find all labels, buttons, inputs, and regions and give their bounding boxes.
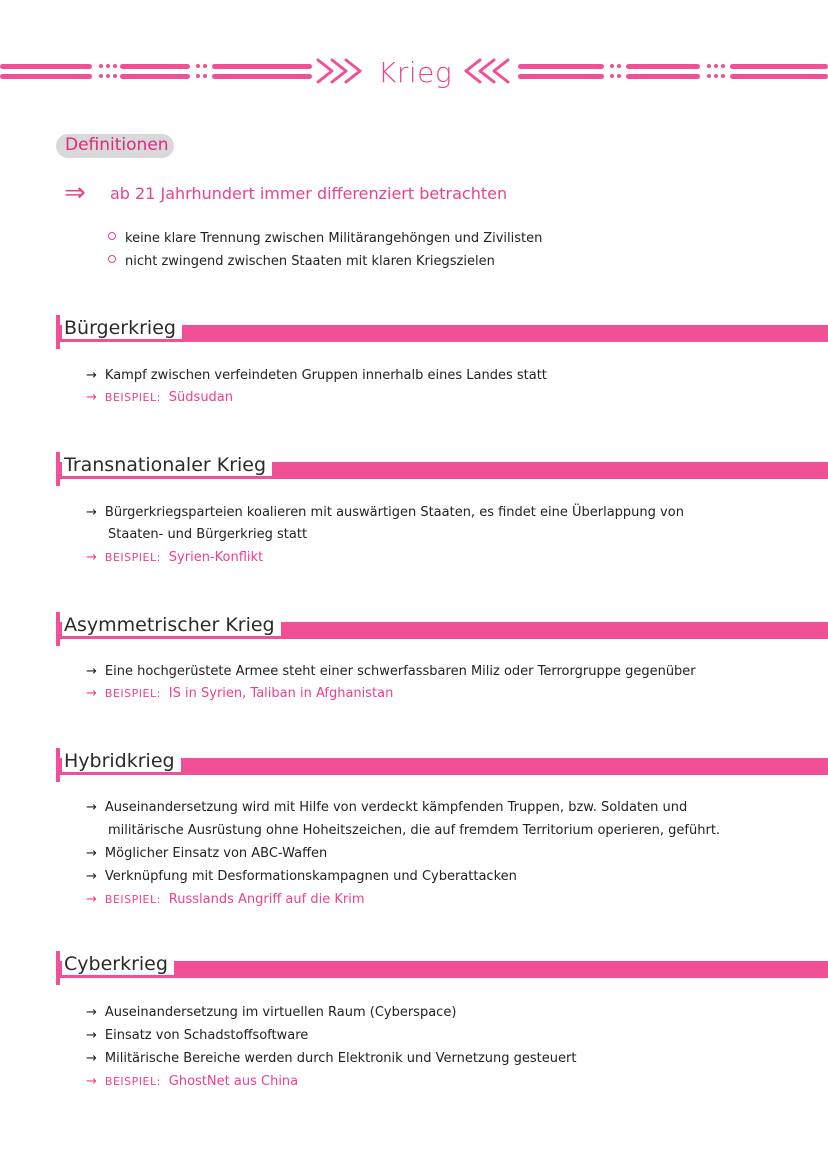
section-header-cyberkrieg <box>56 951 828 985</box>
definitions-label: Definitionen <box>65 135 169 155</box>
section-title: Transnationaler Krieg <box>62 454 272 476</box>
section-line: → Auseinandersetzung wird mit Hilfe von verdeckt kämpfenden Truppen, bzw. Soldaten und <box>86 800 688 815</box>
section-example: → BEISPIEL: Russlands Angriff auf die Krim <box>86 892 365 907</box>
arrow-right-icon: → <box>86 390 97 405</box>
arrow-right-icon: → <box>86 505 97 520</box>
section-example: → BEISPIEL: GhostNet aus China <box>86 1074 299 1089</box>
section-line: → Militärische Bereiche werden durch Elektronik und Vernetzung gesteuert <box>86 1051 577 1066</box>
definition-bullet: keine klare Trennung zwischen Militärangehöngen und Zivilisten <box>108 231 542 246</box>
definitions-intro: ab 21 Jahrhundert immer differenziert betrachten <box>110 184 508 203</box>
double-arrow-icon: ⇒ <box>64 178 86 208</box>
section-title: Bürgerkrieg <box>62 317 182 339</box>
section-example: → BEISPIEL: IS in Syrien, Taliban in Afghanistan <box>86 686 394 701</box>
section-example: → BEISPIEL: Syrien-Konflikt <box>86 550 264 565</box>
section-line: Staaten- und Bürgerkrieg statt <box>108 527 308 542</box>
arrow-right-icon: → <box>86 800 97 815</box>
section-header-asymmetrischer-krieg <box>56 612 828 646</box>
arrow-right-icon: → <box>86 1005 97 1020</box>
definitions-tag <box>56 134 174 158</box>
section-example: → BEISPIEL: Südsudan <box>86 390 234 405</box>
section-title: Asymmetrischer Krieg <box>62 614 281 636</box>
section-header-hybridkrieg <box>56 748 828 782</box>
arrow-right-icon: → <box>86 869 97 884</box>
definition-bullet: nicht zwingend zwischen Staaten mit klaren Kriegszielen <box>108 254 495 269</box>
section-line: → Möglicher Einsatz von ABC-Waffen <box>86 846 328 861</box>
section-line: → Eine hochgerüstete Armee steht einer schwerfassbaren Miliz oder Terrorgruppe gegenüber <box>86 664 696 679</box>
arrow-right-icon: → <box>86 1074 97 1089</box>
section-line: → Auseinandersetzung im virtuellen Raum (Cyberspace) <box>86 1005 457 1020</box>
arrow-right-icon: → <box>86 892 97 907</box>
section-line: → Bürgerkriegsparteien koalieren mit auswärtigen Staaten, es findet eine Überlappung von <box>86 505 684 520</box>
section-header-transnationaler-krieg <box>56 452 828 486</box>
section-line: → Kampf zwischen verfeindeten Gruppen innerhalb eines Landes statt <box>86 368 547 383</box>
section-title: Cyberkrieg <box>62 953 174 975</box>
arrow-right-icon: → <box>86 368 97 383</box>
bullet-circle-icon <box>108 255 116 263</box>
arrow-right-icon: → <box>86 686 97 701</box>
section-line: → Einsatz von Schadstoffsoftware <box>86 1028 309 1043</box>
section-line: militärische Ausrüstung ohne Hoheitszeichen, die auf fremdem Territorium operieren, geführt. <box>108 823 721 838</box>
arrow-right-icon: → <box>86 664 97 679</box>
arrow-right-icon: → <box>86 846 97 861</box>
section-header-buergerkrieg <box>56 315 828 349</box>
bullet-circle-icon <box>108 232 116 240</box>
arrow-right-icon: → <box>86 1028 97 1043</box>
arrow-right-icon: → <box>86 1051 97 1066</box>
page-title: Krieg <box>378 56 453 89</box>
arrow-right-icon: → <box>86 550 97 565</box>
section-line: → Verknüpfung mit Desformationskampagnen und Cyberattacken <box>86 869 517 884</box>
section-title: Hybridkrieg <box>62 750 181 772</box>
